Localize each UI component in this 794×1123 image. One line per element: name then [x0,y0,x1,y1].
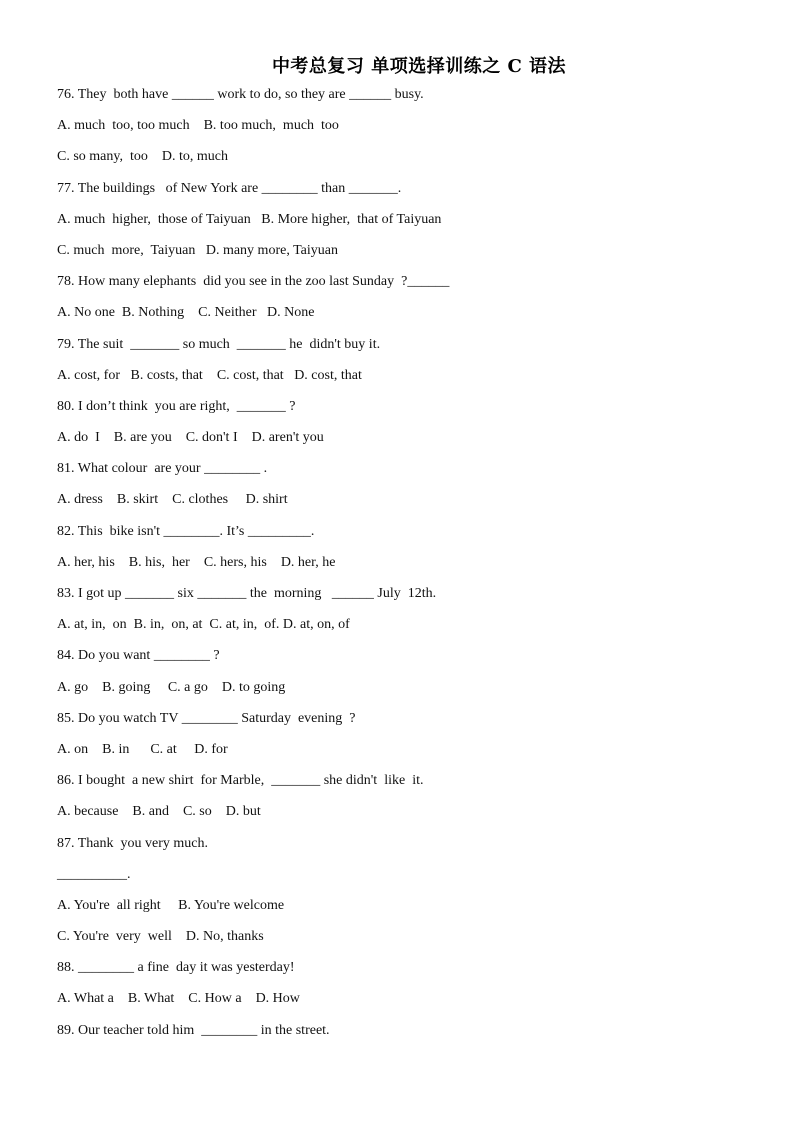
text-line: 84. Do you want ________ ? [57,648,220,664]
text-line: 79. The suit _______ so much _______ he didn't buy it. [57,336,381,352]
text-line: 85. Do you watch TV ________ Saturday evening ? [57,710,356,726]
text-line: A. What a B. What C. How a D. How [57,991,300,1007]
text-line: A. cost, for B. costs, that C. cost, that D. cost, that [57,367,362,383]
text-line: A. on B. in C. at D. for [57,741,228,757]
text-line: C. so many, too D. to, much [57,149,228,165]
text-line: 76. They both have ______ work to do, so they are ______ busy. [57,87,424,102]
text-line: 82. This bike isn't ________. It’s _________. [57,523,315,539]
text-line: C. You're very well D. No, thanks [57,929,264,945]
question-list [57,84,757,1051]
text-line: C. much more, Taiyuan D. many more, Taiyuan [57,242,338,258]
text-line: A. at, in, on B. in, on, at C. at, in, of. D. at, on, of [57,617,350,633]
text-line: A. do I B. are you C. don't I D. aren't you [57,430,324,446]
text-line: A. You're all right B. You're welcome [57,897,285,913]
text-line: A. because B. and C. so D. but [57,804,261,820]
text-line: A. much too, too much B. too much, much too [57,118,339,134]
text-line: __________. [57,866,131,882]
text-line: 89. Our teacher told him ________ in the street. [57,1022,330,1038]
text-line: A. much higher, those of Taiyuan B. More higher, that of Taiyuan [57,211,442,227]
text-line: A. her, his B. his, her C. hers, his D. her, he [57,554,336,570]
text-line: 87. Thank you very much. [57,835,208,851]
text-line: A. dress B. skirt C. clothes D. shirt [57,492,288,508]
text-line: 83. I got up _______ six _______ the morning ______ July 12th. [57,586,437,601]
text-line: 88. ________ a fine day it was yesterday! [57,960,295,976]
text-line: 80. I don’t think you are right, _______ ? [57,398,296,414]
page-title: 中考总复习 单项选择训练之 C 语法 [271,56,567,77]
text-line: 81. What colour are your ________ . [57,461,268,477]
text-line: 78. How many elephants did you see in the zoo last Sunday ?______ [57,274,450,290]
text-line: A. No one B. Nothing C. Neither D. None [57,305,315,321]
text-line: 86. I bought a new shirt for Marble, _______ she didn't like it. [57,773,424,789]
text-line: A. go B. going C. a go D. to going [57,679,286,695]
text-line: 77. The buildings of New York are ________ than _______. [57,180,402,196]
